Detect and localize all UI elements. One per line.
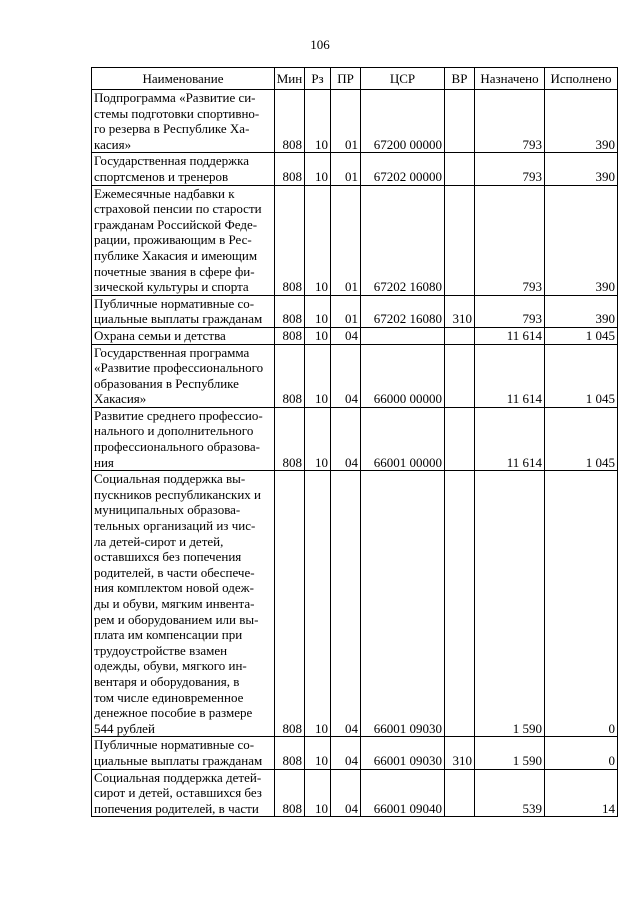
cell-min: 808 (275, 153, 305, 185)
header-min: Мин (275, 68, 305, 90)
header-name: Наименование (92, 68, 275, 90)
cell-min: 808 (275, 327, 305, 344)
cell-executed: 14 (545, 769, 618, 817)
table-row (92, 344, 618, 407)
cell-rz: 10 (305, 769, 331, 817)
cell-pr: 01 (331, 295, 361, 327)
cell-vr (445, 327, 475, 344)
cell-rz: 10 (305, 295, 331, 327)
cell-rz: 10 (305, 471, 331, 737)
cell-name: Публичные нормативные со- циальные выплаты гражданам (92, 295, 275, 327)
cell-csr: 67202 00000 (361, 153, 445, 185)
cell-executed: 390 (545, 185, 618, 295)
cell-min: 808 (275, 737, 305, 769)
cell-assigned: 793 (475, 153, 545, 185)
cell-vr (445, 153, 475, 185)
cell-assigned: 11 614 (475, 407, 545, 470)
cell-csr: 66001 00000 (361, 407, 445, 470)
cell-pr: 04 (331, 327, 361, 344)
cell-vr (445, 90, 475, 153)
cell-name: Социальная поддержка вы- пускников республиканских и муниципальных образова- тельных организаций из чис- ла детей-сирот и детей, оставшихся без попечения родителей, в части обеспече- ния комплектом новой одеж- ды и обуви, мягким инвента- рем и оборудованием или вы- плата им компенсации при трудоустройстве взамен одежды, обуви, мягкого ин- вентаря и оборудования, в том числе единовременное денежное пособие в размере 544 рублей (92, 471, 275, 737)
table-row (92, 327, 618, 344)
header-executed: Исполнено (545, 68, 618, 90)
cell-pr: 04 (331, 769, 361, 817)
cell-min: 808 (275, 769, 305, 817)
cell-csr: 67200 00000 (361, 90, 445, 153)
cell-pr: 04 (331, 737, 361, 769)
cell-executed: 0 (545, 471, 618, 737)
cell-rz: 10 (305, 407, 331, 470)
cell-name: Государственная поддержка спортсменов и тренеров (92, 153, 275, 185)
cell-name: Ежемесячные надбавки к страховой пенсии по старости гражданам Российской Феде- рации, проживающим в Рес- публике Хакасия и имеющим почетные звания в сфере фи- зической культуры и спорта (92, 185, 275, 295)
cell-vr: 310 (445, 737, 475, 769)
cell-assigned: 11 614 (475, 344, 545, 407)
cell-name: Государственная программа «Развитие профессионального образования в Республике Хакасия» (92, 344, 275, 407)
cell-csr: 67202 16080 (361, 295, 445, 327)
cell-executed: 1 045 (545, 327, 618, 344)
table-row (92, 769, 618, 817)
cell-name: Социальная поддержка детей- сирот и детей, оставшихся без попечения родителей, в части (92, 769, 275, 817)
cell-executed: 1 045 (545, 407, 618, 470)
cell-assigned: 11 614 (475, 327, 545, 344)
header-csr: ЦСР (361, 68, 445, 90)
cell-rz: 10 (305, 185, 331, 295)
header-pr: ПР (331, 68, 361, 90)
cell-vr (445, 471, 475, 737)
cell-assigned: 793 (475, 295, 545, 327)
cell-vr (445, 185, 475, 295)
cell-executed: 390 (545, 90, 618, 153)
table-row (92, 737, 618, 769)
cell-assigned: 793 (475, 185, 545, 295)
cell-csr (361, 327, 445, 344)
cell-pr: 04 (331, 471, 361, 737)
cell-assigned: 793 (475, 90, 545, 153)
cell-rz: 10 (305, 327, 331, 344)
cell-pr: 01 (331, 90, 361, 153)
cell-name: Охрана семьи и детства (92, 327, 275, 344)
page-number: 106 (310, 37, 330, 52)
budget-table (91, 67, 618, 817)
cell-csr: 66001 09040 (361, 769, 445, 817)
cell-assigned: 1 590 (475, 737, 545, 769)
cell-csr: 67202 16080 (361, 185, 445, 295)
cell-rz: 10 (305, 153, 331, 185)
cell-executed: 0 (545, 737, 618, 769)
cell-name: Подпрограмма «Развитие си- стемы подготовки спортивно- го резерва в Республике Ха- касия» (92, 90, 275, 153)
table-header-row (92, 68, 618, 90)
cell-csr: 66001 09030 (361, 471, 445, 737)
header-vr: ВР (445, 68, 475, 90)
table-row (92, 90, 618, 153)
table-body (92, 90, 618, 817)
cell-vr (445, 769, 475, 817)
cell-assigned: 539 (475, 769, 545, 817)
cell-min: 808 (275, 295, 305, 327)
cell-min: 808 (275, 471, 305, 737)
cell-name: Развитие среднего профессио- нального и дополнительного профессионального образова- ния (92, 407, 275, 470)
cell-pr: 04 (331, 344, 361, 407)
cell-rz: 10 (305, 737, 331, 769)
cell-pr: 01 (331, 153, 361, 185)
cell-assigned: 1 590 (475, 471, 545, 737)
table-row (92, 153, 618, 185)
header-assigned: Назначено (475, 68, 545, 90)
cell-pr: 04 (331, 407, 361, 470)
cell-vr (445, 344, 475, 407)
header-rz: Рз (305, 68, 331, 90)
cell-rz: 10 (305, 90, 331, 153)
cell-min: 808 (275, 90, 305, 153)
table-row (92, 185, 618, 295)
cell-executed: 390 (545, 153, 618, 185)
cell-pr: 01 (331, 185, 361, 295)
cell-min: 808 (275, 185, 305, 295)
cell-csr: 66000 00000 (361, 344, 445, 407)
table-row (92, 295, 618, 327)
cell-rz: 10 (305, 344, 331, 407)
table-row (92, 471, 618, 737)
cell-executed: 1 045 (545, 344, 618, 407)
cell-executed: 390 (545, 295, 618, 327)
cell-vr: 310 (445, 295, 475, 327)
cell-min: 808 (275, 407, 305, 470)
table-row (92, 407, 618, 470)
cell-csr: 66001 09030 (361, 737, 445, 769)
cell-name: Публичные нормативные со- циальные выплаты гражданам (92, 737, 275, 769)
cell-min: 808 (275, 344, 305, 407)
cell-vr (445, 407, 475, 470)
